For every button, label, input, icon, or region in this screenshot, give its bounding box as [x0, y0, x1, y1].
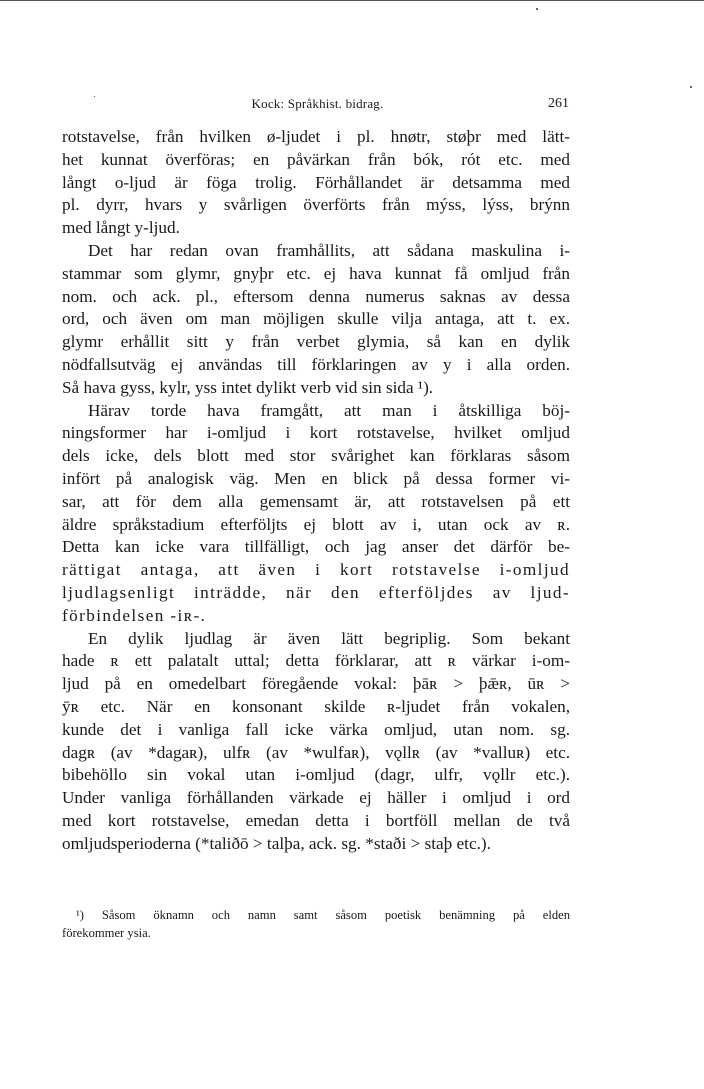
text-line: ningsformer har i-omljud i kort rotstavelse, hvilket omljud	[62, 423, 570, 443]
text-line: ȳʀ etc. När en konsonant skilde ʀ-ljudet från vokalen,	[62, 696, 570, 716]
scan-speck	[690, 86, 692, 88]
text-line: förbindelsen -iʀ-.	[62, 605, 207, 625]
text-line: sar, att för dem alla gemensamt är, att rotstavelsen på ett	[62, 491, 570, 511]
text-line: hade ʀ ett palatalt uttal; detta förklarar, att ʀ värkar i-om-	[62, 651, 570, 671]
text-line: dagʀ (av *dagaʀ), ulfʀ (av *wulfaʀ), vǫllʀ (av *valluʀ) etc.	[62, 742, 570, 762]
text-line: bibehöllo sin vokal utan i-omljud (dagr, ulfr, vǫllr etc.).	[62, 765, 570, 785]
text-line: med kort rotstavelse, emedan detta i bortföll mellan de två	[62, 810, 570, 830]
footnote	[62, 906, 570, 942]
text-line: rotstavelse, från hvilken ø-ljudet i pl. hnøtr, støþr med lätt-	[62, 127, 570, 146]
text-line: rättigat antaga, att även i kort rotstavelse i-omljud	[62, 560, 570, 580]
text-line: ljudlagsenligt inträdde, när den efterföljdes av ljud-	[62, 582, 570, 602]
text-line: ord, och även om man möjligen skulle vilja antaga, att t. ex.	[62, 309, 570, 329]
text-line: dels icke, dels blott med stor svårighet kan förklaras såsom	[62, 446, 570, 466]
page-number: 261	[548, 96, 569, 111]
body-text	[62, 126, 570, 856]
text-line: stammar som glymr, gnyþr etc. ej hava kunnat få omljud från	[62, 263, 570, 283]
text-line: nom. och ack. pl., eftersom denna numerus saknas av dessa	[62, 286, 570, 306]
text-line: äldre språkstadium efterföljts ej blott av i, utan ock av ʀ.	[62, 514, 570, 534]
text-line: långt o-ljud är föga trolig. Förhållandet är detsamma med	[62, 172, 570, 192]
text-line: Det har redan ovan framhållits, att sådana maskulina i-	[88, 240, 570, 260]
footnote-line: förekommer ysia.	[62, 926, 151, 940]
scan-speck	[536, 8, 538, 10]
text-line: het kunnat överföras; en påvärkan från bók, rót etc. med	[62, 149, 570, 169]
text-line: glymr erhållit sitt y från verbet glymia, så kan en dylik	[62, 332, 570, 352]
text-line: Detta kan icke vara tillfälligt, och jag anser det därför be-	[62, 537, 570, 557]
text-line: pl. dyrr, hvars y svårligen överförts från mýss, lýss, brýnn	[62, 195, 570, 215]
text-line: En dylik ljudlag är även lätt begriplig. Som bekant	[88, 628, 570, 648]
text-line: Härav torde hava framgått, att man i åtskilliga böj-	[88, 400, 570, 420]
text-line: infört på analogisk väg. Men en blick på dessa former vi-	[62, 468, 570, 488]
text-line: omljudsperioderna (*taliðō > talþa, ack. sg. *staði > staþ etc.).	[62, 833, 491, 853]
footnote-line: ¹) Såsom öknamn och namn samt såsom poetisk benämning på elden	[76, 908, 570, 922]
page-header	[64, 96, 571, 116]
text-line: ljud på en omedelbart föregående vokal: þāʀ > þǣʀ, ūʀ >	[62, 674, 570, 694]
text-line: Under vanliga förhållanden värkade ej häller i omljud i ord	[62, 788, 570, 808]
text-line: med långt y-ljud.	[62, 218, 180, 238]
text-line: Så hava gyss, kylr, yss intet dylikt verb vid sin sida ¹).	[62, 377, 434, 397]
scan-top-edge	[0, 0, 704, 1]
running-head: Kock: Språkhist. bidrag.	[251, 96, 384, 111]
text-line: nödfallsutväg ej användas till förklaringen av y i alla orden.	[62, 354, 570, 374]
text-line: kunde det i vanliga fall icke värka omljud, utan nom. sg.	[62, 719, 570, 739]
